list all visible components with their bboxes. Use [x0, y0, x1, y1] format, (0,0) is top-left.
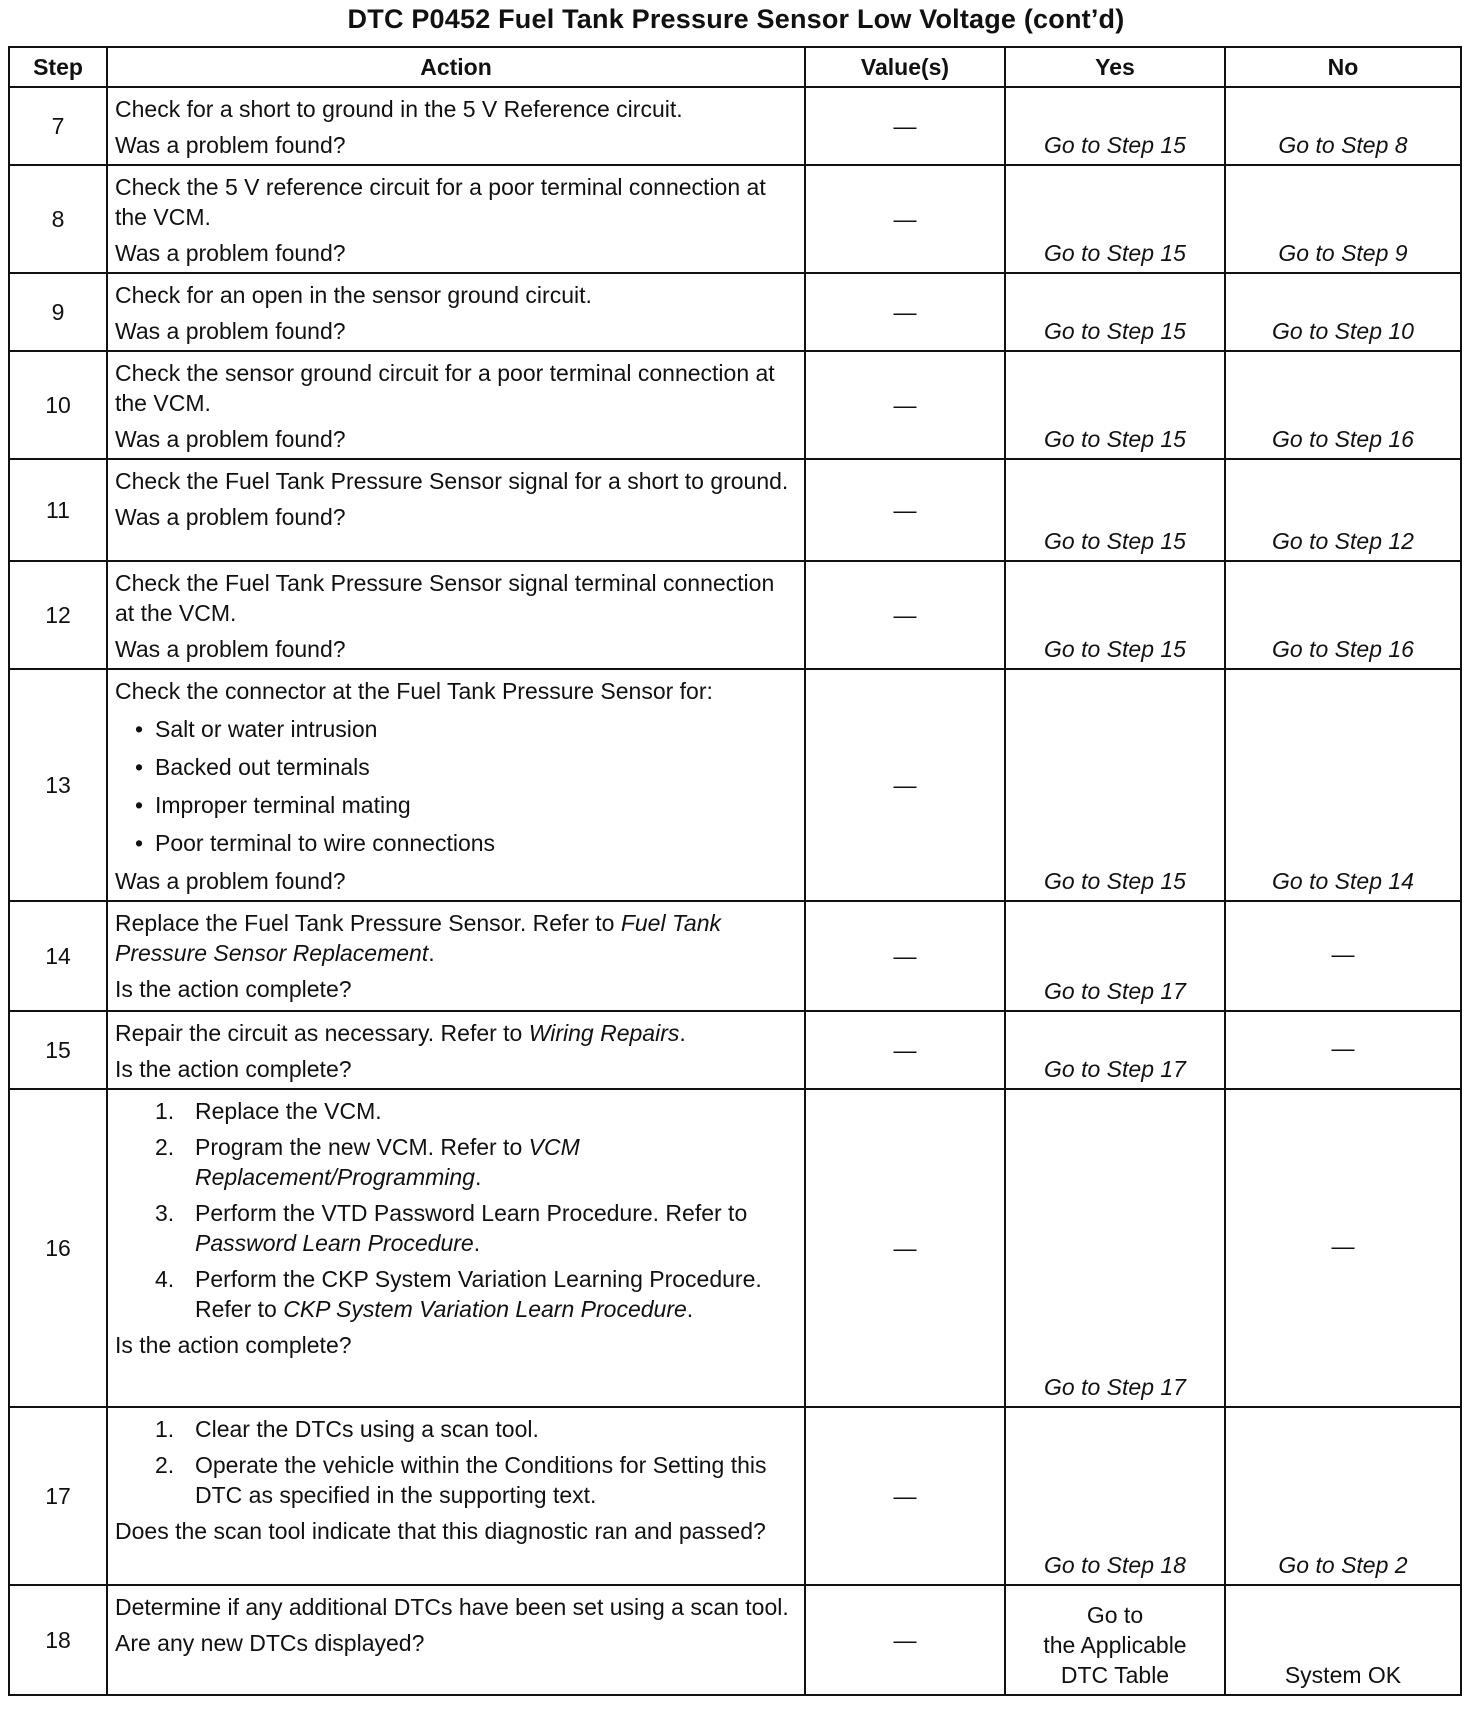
step-number: 15	[9, 1011, 107, 1089]
value-cell: —	[805, 165, 1005, 273]
action-text	[115, 1018, 798, 1048]
yes-cell: Go to Step 15	[1005, 165, 1225, 273]
action-text: Check the Fuel Tank Pressure Sensor signal terminal connection at the VCM.	[115, 570, 775, 626]
yes-line: the Applicable	[1043, 1632, 1187, 1658]
yes-line: Go to	[1086, 1602, 1144, 1628]
action-cell	[107, 459, 805, 561]
numbered-item	[115, 1132, 798, 1192]
action-text-main: Repair the circuit as necessary. Refer to	[115, 1020, 523, 1046]
action-text: Check the sensor ground circuit for a poor terminal connection at the VCM.	[115, 360, 775, 416]
header-step: Step	[9, 47, 107, 87]
action-cell	[107, 351, 805, 459]
action-question: Was a problem found?	[115, 318, 346, 344]
header-action: Action	[107, 47, 805, 87]
reference-link[interactable]: Fuel Tank Pressure Sensor Replacement	[115, 910, 721, 966]
action-question: Was a problem found?	[115, 636, 346, 662]
value-cell: —	[805, 1011, 1005, 1089]
no-cell: Go to Step 2	[1225, 1407, 1461, 1585]
action-question: Does the scan tool indicate that this diagnostic ran and passed?	[115, 1518, 766, 1544]
diagnostic-table	[8, 46, 1462, 1696]
numbered-item	[115, 1096, 798, 1126]
item-text: Clear the DTCs using a scan tool.	[195, 1416, 539, 1442]
punctuation: .	[474, 1164, 482, 1190]
action-cell	[107, 165, 805, 273]
action-question: Was a problem found?	[115, 132, 346, 158]
no-cell: Go to Step 16	[1225, 351, 1461, 459]
bullet-item: • Improper terminal mating	[115, 790, 798, 820]
item-text: Replace the VCM.	[195, 1098, 382, 1124]
item-number: 2.	[155, 1452, 175, 1478]
value-cell: —	[805, 669, 1005, 901]
yes-cell: Go to Step 17	[1005, 901, 1225, 1011]
step-number: 12	[9, 561, 107, 669]
action-cell	[107, 1585, 805, 1695]
value-cell: —	[805, 1407, 1005, 1585]
no-cell: Go to Step 8	[1225, 87, 1461, 165]
no-cell: Go to Step 12	[1225, 459, 1461, 561]
value-cell: —	[805, 87, 1005, 165]
item-text: Operate the vehicle within the Conditions for Setting this DTC as specified in the supporting text.	[195, 1452, 767, 1508]
bullet-item: • Salt or water intrusion	[115, 714, 798, 744]
action-cell	[107, 561, 805, 669]
table-row	[9, 351, 1461, 459]
value-cell: —	[805, 273, 1005, 351]
yes-cell: Go to Step 15	[1005, 561, 1225, 669]
yes-cell: Go to Step 15	[1005, 87, 1225, 165]
value-cell: —	[805, 459, 1005, 561]
punctuation: .	[473, 1230, 481, 1256]
item-text: Perform the CKP System Variation Learning Procedure. Refer to	[195, 1266, 762, 1322]
action-text: Check for an open in the sensor ground circuit.	[115, 282, 592, 308]
item-number: 1.	[155, 1416, 175, 1442]
value-cell: —	[805, 901, 1005, 1011]
table-row	[9, 165, 1461, 273]
yes-cell: Go to Step 17	[1005, 1011, 1225, 1089]
action-cell	[107, 1407, 805, 1585]
yes-line: DTC Table	[1060, 1662, 1170, 1688]
no-cell: Go to Step 10	[1225, 273, 1461, 351]
action-text: Determine if any additional DTCs have been set using a scan tool.	[115, 1594, 789, 1620]
bullet-item: • Poor terminal to wire connections	[115, 828, 798, 858]
step-number: 8	[9, 165, 107, 273]
no-cell: Go to Step 14	[1225, 669, 1461, 901]
table-row	[9, 901, 1461, 1011]
action-question: Is the action complete?	[115, 1056, 352, 1082]
action-question: Was a problem found?	[115, 426, 346, 452]
table-row	[9, 459, 1461, 561]
header-row	[9, 47, 1461, 87]
step-number: 17	[9, 1407, 107, 1585]
reference-link[interactable]: Wiring Repairs	[528, 1020, 680, 1046]
action-cell	[107, 87, 805, 165]
action-text: Check for a short to ground in the 5 V Reference circuit.	[115, 96, 683, 122]
action-question: Was a problem found?	[115, 504, 346, 530]
action-text-main: Replace the Fuel Tank Pressure Sensor. Refer to	[115, 910, 615, 936]
step-number: 9	[9, 273, 107, 351]
yes-cell	[1005, 1585, 1225, 1695]
step-number: 14	[9, 901, 107, 1011]
yes-cell: Go to Step 15	[1005, 669, 1225, 901]
action-question: Was a problem found?	[115, 868, 346, 894]
reference-link[interactable]: CKP System Variation Learn Procedure	[283, 1296, 687, 1322]
header-values: Value(s)	[805, 47, 1005, 87]
no-cell: —	[1225, 1089, 1461, 1407]
no-cell: System OK	[1225, 1585, 1461, 1695]
numbered-item	[115, 1414, 798, 1444]
numbered-item	[115, 1450, 798, 1510]
action-question: Was a problem found?	[115, 240, 346, 266]
yes-cell: Go to Step 18	[1005, 1407, 1225, 1585]
action-cell	[107, 1011, 805, 1089]
item-number: 4.	[155, 1266, 175, 1292]
item-number: 3.	[155, 1200, 175, 1226]
item-text: Perform the VTD Password Learn Procedure. Refer to	[195, 1200, 748, 1226]
header-yes: Yes	[1005, 47, 1225, 87]
numbered-item	[115, 1264, 798, 1324]
action-question: Are any new DTCs displayed?	[115, 1630, 425, 1656]
reference-link[interactable]: VCM Replacement/Programming	[195, 1134, 580, 1190]
no-cell: —	[1225, 901, 1461, 1011]
yes-cell: Go to Step 17	[1005, 1089, 1225, 1407]
action-cell	[107, 901, 805, 1011]
no-cell: Go to Step 9	[1225, 165, 1461, 273]
step-number: 7	[9, 87, 107, 165]
table-row	[9, 1011, 1461, 1089]
action-text	[115, 908, 798, 968]
punctuation: .	[679, 1020, 686, 1046]
item-text: Program the new VCM. Refer to	[195, 1134, 523, 1160]
value-cell: —	[805, 561, 1005, 669]
punctuation: .	[428, 940, 435, 966]
punctuation: .	[686, 1296, 694, 1322]
page-title: DTC P0452 Fuel Tank Pressure Sensor Low Voltage (cont’d)	[347, 4, 1125, 34]
table-row	[9, 1089, 1461, 1407]
step-number: 16	[9, 1089, 107, 1407]
item-number: 1.	[155, 1098, 175, 1124]
action-cell	[107, 1089, 805, 1407]
action-cell	[107, 273, 805, 351]
bullet-item: • Backed out terminals	[115, 752, 798, 782]
table-row	[9, 669, 1461, 901]
yes-cell: Go to Step 15	[1005, 459, 1225, 561]
step-number: 18	[9, 1585, 107, 1695]
action-question: Is the action complete?	[115, 976, 352, 1002]
no-cell: Go to Step 16	[1225, 561, 1461, 669]
action-question: Is the action complete?	[115, 1332, 352, 1358]
action-text: Check the 5 V reference circuit for a poor terminal connection at the VCM.	[115, 174, 766, 230]
value-cell: —	[805, 351, 1005, 459]
table-row	[9, 273, 1461, 351]
step-number: 11	[9, 459, 107, 561]
table-row	[9, 561, 1461, 669]
step-number: 13	[9, 669, 107, 901]
value-cell: —	[805, 1089, 1005, 1407]
action-text: Check the connector at the Fuel Tank Pressure Sensor for:	[115, 678, 713, 704]
yes-cell: Go to Step 15	[1005, 273, 1225, 351]
step-number: 10	[9, 351, 107, 459]
numbered-item	[115, 1198, 798, 1258]
yes-cell: Go to Step 15	[1005, 351, 1225, 459]
table-row	[9, 1407, 1461, 1585]
value-cell: —	[805, 1585, 1005, 1695]
item-number: 2.	[155, 1134, 175, 1160]
reference-link[interactable]: Password Learn Procedure	[195, 1230, 474, 1256]
action-text: Check the Fuel Tank Pressure Sensor signal for a short to ground.	[115, 468, 789, 494]
no-cell: —	[1225, 1011, 1461, 1089]
table-row	[9, 87, 1461, 165]
table-row	[9, 1585, 1461, 1695]
action-cell	[107, 669, 805, 901]
header-no: No	[1225, 47, 1461, 87]
